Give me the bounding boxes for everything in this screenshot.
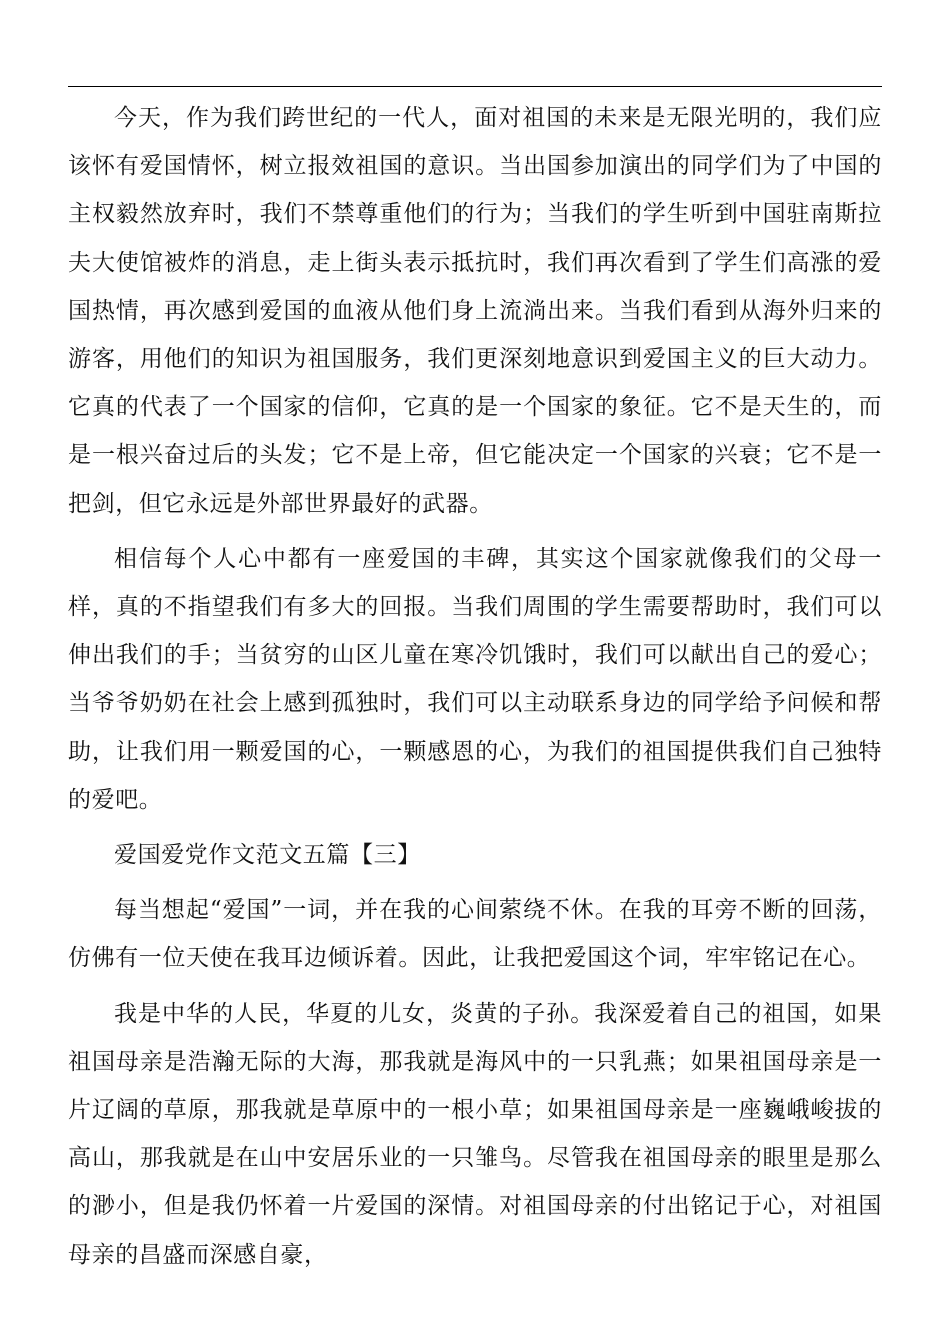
section-heading: 爱国爱党作文范文五篇【三】 (114, 842, 421, 869)
document-body (68, 94, 882, 1286)
header-rule (68, 86, 882, 87)
paragraph: 相信每个人心中都有一座爱国的丰碑，其实这个国家就像我们的父母一样，真的不指望我们有多大的回报。当我们周围的学生需要帮助时，我们可以伸出我们的手；当贫穷的山区儿童在寒冷饥饿时，我们可以献出自己的爱心；当爷爷奶奶在社会上感到孤独时，我们可以主动联系身边的同学给予问候和帮助，让我们用一颗爱国的心，一颗感恩的心，为我们的祖国提供我们自己独特的爱吧。 (68, 545, 882, 813)
paragraph: 今天，作为我们跨世纪的一代人，面对祖国的未来是无限光明的，我们应该怀有爱国情怀，树立报效祖国的意识。当出国参加演出的同学们为了中国的主权毅然放弃时，我们不禁尊重他们的行为；当我们的学生听到中国驻南斯拉夫大使馆被炸的消息，走上街头表示抵抗时，我们再次看到了学生们高涨的爱国热情，再次感到爱国的血液从他们身上流淌出来。当我们看到从海外归来的游客，用他们的知识为祖国服务，我们更深刻地意识到爱国主义的巨大动力。它真的代表了一个国家的信仰，它真的是一个国家的象征。它不是天生的，而是一根兴奋过后的头发；它不是上帝，但它能决定一个国家的兴衰；它不是一把剑，但它永远是外部世界最好的武器。 (68, 105, 882, 517)
paragraph: 我是中华的人民，华夏的儿女，炎黄的子孙。我深爱着自己的祖国，如果祖国母亲是浩瀚无际的大海，那我就是海风中的一只乳燕；如果祖国母亲是一片辽阔的草原，那我就是草原中的一根小草；如果祖国母亲是一座巍峨峻拔的高山，那我就是在山中安居乐业的一只雏鸟。尽管我在祖国母亲的眼里是那么的渺小，但是我仍怀着一片爱国的深情。对祖国母亲的付出铭记于心，对祖国母亲的昌盛而深感自豪， (68, 1000, 882, 1268)
paragraph: 每当想起“爱国”一词，并在我的心间萦绕不休。在我的耳旁不断的回荡，仿佛有一位天使在我耳边倾诉着。因此，让我把爱国这个词，牢牢铭记在心。 (68, 897, 882, 972)
